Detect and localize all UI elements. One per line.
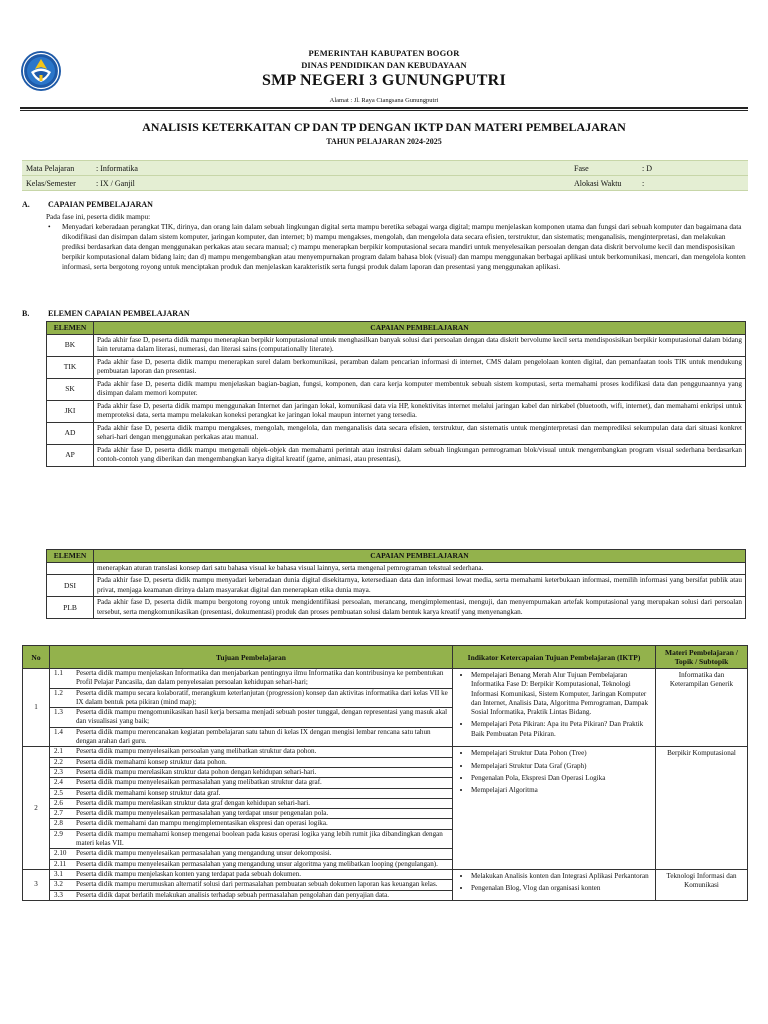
section-a-bullet (46, 222, 746, 272)
tp-item-number: 2.10 (54, 849, 67, 858)
cp-header: CAPAIAN PEMBELAJARAN (94, 550, 746, 563)
elemen-row (47, 597, 746, 619)
tp-item-number: 3.3 (54, 890, 63, 899)
mapel-label: Mata Pelajaran (22, 161, 92, 176)
fase-label: Fase (570, 161, 638, 176)
tp-item-number: 3.1 (54, 869, 63, 878)
tp-item-text: Peserta didik mampu menjelaskan konten yang terdapat pada sebuah dokumen. (76, 869, 301, 878)
elemen-cp-text: Pada akhir fase D, peserta didik mampu menerapkan berpikir komputasional untuk menghasilkan banyak solusi dari persoalan dengan data diskrit bervolume kecil serta mendisposisikan berpikir komputasional dalam bidang lain terutama dalam literasi, numerasi, dan literasi sains (computationally literate). (94, 334, 746, 356)
elemen-table-body (47, 334, 746, 466)
iktp-cell (453, 747, 656, 870)
mapel-value: : Informatika (92, 161, 570, 176)
document-subtitle: TAHUN PELAJARAN 2024-2025 (326, 137, 442, 146)
elemen-code (47, 562, 94, 575)
elemen-cp-text: Pada akhir fase D, peserta didik mampu menggunakan Internet dan jaringan lokal, komunikasi data via HP, konektivitas internet melalui jaringan kabel dan nirkabel (bluetooth, wifi, internet), dan memahami enkripsi untuk memproteksi data, serta mampu melakukan koneksi perangkat ke jaringan lokal maupun internet yang tersedia. (94, 400, 746, 422)
header-divider-thin (20, 110, 748, 111)
tp-item-text: Peserta didik memahami konsep struktur data pohon. (76, 757, 227, 766)
elemen-row (47, 422, 746, 444)
elemen-cp-text: Pada akhir fase D, peserta didik mampu menerapkan surel dalam berkomunikasi, peramban dalam pencarian informasi di internet, CMS dalam pengelolaan konten digital, dan pemanfaatan tools TIK untuk mendukung pembuatan laporan dan presentasi. (94, 356, 746, 378)
materi-cell: Teknologi Informasi dan Komunikasi (656, 869, 748, 900)
tp-item (50, 708, 452, 728)
elemen-cp-text: Pada akhir fase D, peserta didik mampu bergotong royong untuk mengidentifikasi persoalan, merancang, mengimplementasi, menguji, dan menyempurnakan artefak komputasional yang merupakan solusi dari persoalan tersebut, serta mengkomunikasikan (presentasi, dokumentasi) produk dan proses pembuatan solusi dalam bentuk karya kreatif yang menyenangkan. (94, 597, 746, 619)
section-a-title: CAPAIAN PEMBELAJARAN (48, 200, 153, 209)
government-name: PEMERINTAH KABUPATEN BOGOR (308, 48, 460, 58)
tp-item (50, 830, 452, 850)
elemen-table-continued-body (47, 562, 746, 619)
section-b-title: ELEMEN CAPAIAN PEMBELAJARAN (48, 309, 190, 318)
tp-item (50, 870, 452, 880)
elemen-code: DSI (47, 575, 94, 597)
bullet-icon: • (48, 222, 51, 231)
tp-item (50, 880, 452, 890)
elemen-row (47, 334, 746, 356)
tp-item (50, 789, 452, 799)
iktp-list (453, 669, 655, 744)
waktu-value: : (638, 176, 748, 191)
iktp-item: • Pengenalan Blog, Vlog dan organisasi konten (471, 884, 651, 893)
elemen-cp-text: Pada akhir fase D, peserta didik mampu menyadari keberadaan dunia digital disekitarnya, ketersediaan data dan informasi lewat media, serta memahami keterbukaan informasi, memilih informasi yang bersifat publik atau privat, menjaga keamanan dirinya dalam masyarakat digital dan menerapkan etika dunia maya. (94, 575, 746, 597)
tp-item (50, 768, 452, 778)
tp-group-row (23, 669, 748, 747)
iktp-item: • Mempelajari Peta Pikiran: Apa itu Peta Pikiran? Dan Praktik Baik Pembuatan Peta Pikiran. (471, 720, 651, 739)
tp-item-text: Peserta didik memahami konsep struktur data graf. (76, 788, 221, 797)
tp-item-text: Peserta didik mampu merelasikan struktur data pohon dengan kehidupan sehari-hari. (76, 767, 317, 776)
iktp-item: • Mempelajari Struktur Data Graf (Graph) (471, 762, 651, 771)
tp-table-body (23, 669, 748, 901)
tp-item-text: Peserta didik mampu merencanakan kegiatan pembelajaran satu tahun di kelas IX dengan mengisi lembar rencana satu tahun dengan arahan dari guru. (76, 727, 431, 746)
tp-item-number: 1.1 (54, 669, 63, 677)
elemen-table (46, 321, 746, 467)
elemen-code: JKI (47, 400, 94, 422)
tp-item (50, 860, 452, 869)
tp-item (50, 669, 452, 689)
kelas-label: Kelas/Semester (22, 176, 92, 191)
iktp-header: Indikator Ketercapaian Tujuan Pembelajaran (IKTP) (453, 646, 656, 669)
elemen-header: ELEMEN (47, 550, 94, 563)
tp-item (50, 819, 452, 829)
tp-item-text: Peserta didik mampu menjelaskan Informatika dan menjabarkan pentingnya ilmu Informatika dan kontribusinya ke pembentukan Profil Pelajar Pancasila, dan dalam penyelesaian persoalan kehidupan sehari-hari; (76, 669, 444, 687)
tp-item-number: 2.3 (54, 767, 63, 776)
tp-group-row (23, 869, 748, 900)
school-name: SMP NEGERI 3 GUNUNGPUTRI (261, 72, 507, 89)
tp-item-number: 2.8 (54, 819, 63, 828)
tp-items-cell (50, 669, 453, 747)
tp-item (50, 799, 452, 809)
iktp-cell (453, 669, 656, 747)
iktp-list (453, 870, 655, 899)
elemen-row (47, 378, 746, 400)
tp-item-number: 1.4 (54, 727, 63, 736)
group-number: 2 (23, 747, 50, 870)
iktp-item: • Mempelajari Struktur Data Pohon (Tree) (471, 749, 651, 758)
iktp-item: • Mempelajari Algoritma (471, 786, 651, 795)
elemen-row (47, 562, 746, 575)
tp-item-number: 3.2 (54, 880, 63, 889)
waktu-label: Alokasi Waktu (570, 176, 638, 191)
tp-item-text: Peserta didik mampu menyelesaikan permasalahan yang mengandung unsur dekomposisi. (76, 849, 332, 858)
elemen-cp-text: Pada akhir fase D, peserta didik mampu mengakses, mengolah, mengelola, dan menganalisis data secara efisien, terstruktur, dan sistematis untuk menginterpretasi dan memprediksi sekumpulan data dari situasi konkret sehari-hari dengan menggunakan perkakas atau manual. (94, 422, 746, 444)
tp-item (50, 689, 452, 709)
elemen-cp-text: menerapkan aturan translasi konsep dari satu bahasa visual ke bahasa visual lainnya, serta mengenal pemrograman tekstual sederhana. (94, 562, 746, 575)
tp-item-text: Peserta didik mampu secara kolaboratif, merangkum keterlanjutan (progression) konsep dan aktivitas informatika dari kelas VII ke IX dalam bentuk peta pikiran (mind map); (76, 688, 448, 706)
tp-items-cell (50, 869, 453, 900)
department-name: DINAS PENDIDIKAN DAN KEBUDAYAAN (301, 60, 467, 70)
tp-item-text: Peserta didik memahami dan mampu mengimplementasikan ekspresi dan operasi logika. (76, 819, 328, 828)
no-header: No (23, 646, 50, 669)
elemen-code: TIK (47, 356, 94, 378)
section-b-heading (22, 309, 190, 318)
tp-item (50, 849, 452, 859)
tp-item-number: 1.2 (54, 688, 63, 697)
tp-item-number: 2.9 (54, 829, 63, 838)
tp-item (50, 758, 452, 768)
tp-header: Tujuan Pembelajaran (50, 646, 453, 669)
tp-item-text: Peserta didik mampu merumuskan alternatif solusi dari permasalahan pembuatan sebuah dokumen laporan kas keuangan kelas. (76, 880, 438, 889)
tp-item-text: Peserta didik mampu mengomunikasikan hasil kerja bersama menjadi sebuah poster tunggal, dengan representasi yang masuk akal dan visualisasi yang baik; (76, 708, 448, 726)
iktp-item: • Pengenalan Pola, Ekspresi Dan Operasi Logika (471, 774, 651, 783)
elemen-code: AD (47, 422, 94, 444)
info-table (22, 160, 748, 191)
elemen-code: BK (47, 334, 94, 356)
materi-cell: Informatika dan Keterampilan Generik (656, 669, 748, 747)
section-a-heading (22, 200, 153, 209)
elemen-cp-text: Pada akhir fase D, peserta didik mampu menjelaskan bagian-bagian, fungsi, komponen, dan cara kerja komputer membentuk sebuah sistem komputasi, serta memahami proses kodifikasi data dan penggunaannya yang disimpan dalam memori komputer. (94, 378, 746, 400)
tp-item-text: Peserta didik mampu memahami konsep mengenai boolean pada kasus operasi logika yang lebih rumit jika dibandingkan dengan materi kelas VII. (76, 829, 443, 848)
tp-item (50, 728, 452, 747)
tp-item-number: 2.6 (54, 798, 63, 807)
fase-value: : D (638, 161, 748, 176)
tp-item (50, 747, 452, 757)
tp-item-number: 2.4 (54, 778, 63, 787)
tp-item-text: Peserta didik mampu menyelesaikan permasalahan yang terdapat unsur pengenalan pola. (76, 809, 329, 818)
kelas-value: : IX / Ganjil (92, 176, 570, 191)
elemen-row (47, 575, 746, 597)
tp-item-number: 1.3 (54, 708, 63, 717)
tp-item-text: Peserta didik mampu merelasikan struktur data graf dengan kehidupan sehari-hari. (76, 798, 311, 807)
elemen-row (47, 444, 746, 466)
tp-items-cell (50, 747, 453, 870)
tp-item-text: Peserta didik mampu menyelesaikan persoalan yang melibatkan struktur data pohon. (76, 747, 317, 756)
materi-header: Materi Pembelajaran / Topik / Subtopik (656, 646, 748, 669)
tp-item (50, 778, 452, 788)
elemen-row (47, 400, 746, 422)
iktp-item: • Melakukan Analisis konten dan Integrasi Aplikasi Perkantoran (471, 872, 651, 881)
tp-item-number: 2.1 (54, 747, 63, 756)
elemen-cp-text: Pada akhir fase D, peserta didik mampu mengenali objek-objek dan memahami perintah atau instruksi dalam sebuah lingkungan pemrograman blok/visual untuk mengembangkan program visual sederhana berdasarkan contoh-contoh yang diberikan dan mengembangkan karya digital kreatif (game, animasi, atau presentasi), (94, 444, 746, 466)
tp-item-number: 2.2 (54, 757, 63, 766)
elemen-table-continued (46, 549, 746, 619)
tp-item-text: Peserta didik mampu menyelesaikan permasalahan yang mengandung unsur algoritma yang melibatkan looping (pengulangan). (76, 859, 438, 868)
section-b-label: B. (22, 309, 30, 318)
tp-item (50, 891, 452, 900)
group-number: 1 (23, 669, 50, 747)
group-number: 3 (23, 869, 50, 900)
tp-item (50, 809, 452, 819)
school-address: Alamat : Jl. Raya Ciangsana Gunungputri (329, 97, 439, 104)
elemen-code: PLB (47, 597, 94, 619)
tp-item-number: 2.5 (54, 788, 63, 797)
iktp-item: • Mempelajari Benang Merah Alur Tujuan Pembelajaran Informatika Fase D: Berpikir Komputasional, Teknologi Informasi Komunikasi, Sistem Komputer, Jaringan Komputer dan Internet, Analisis Data, Algoritma Pemrograman, Dampak Sosial Informatika, Praktik Lintas Bidang. (471, 671, 651, 717)
iktp-list (453, 747, 655, 800)
tp-item-text: Peserta didik mampu menyelesaikan permasalahan yang melibatkan struktur data graf. (76, 778, 322, 787)
iktp-cell (453, 869, 656, 900)
section-a-bullet-text: Menyadari keberadaan perangkat TIK, dirinya, dan orang lain dalam sebuah lingkungan digital serta mampu beretika sebagai warga digital; mampu menjelaskan komponen utama dan fungsi dari sebuah komputer dan bagaimana data dikodifikasi dan disimpan dalam sistem komputer, jaringan komputer, dan internet; b) mampu mengakses, mengolah, dan mengelola data secara efisien, terstruktur, dan sistematis; menganalisis, menginterpretasi, dan melakukan prediksi berdasarkan data dengan menggunakan perkakas atau secara manual; c) mampu menerapkan berpikir komputasional secara mandiri untuk menyelesaikan persoalan dengan data diskrit bervolume kecil dan mendisposisikan berpikir komputasional dalam bidang lain; dan d) mampu mengembangkan atau menyempurnakan program dalam bahasa blok (visual) dan mampu menggunakan berbagai aplikasi untuk berkomunikasi, mencari, dan mengelola konten informasi, serta bergotong royong untuk menciptakan produk dan menjelaskan karakteristik serta fungsi produk dalam laporan dan presentasi yang menggunakan aplikasi. (62, 222, 746, 271)
materi-cell: Berpikir Komputasional (656, 747, 748, 870)
tp-group-row (23, 747, 748, 870)
elemen-code: AP (47, 444, 94, 466)
elemen-header: ELEMEN (47, 322, 94, 335)
elemen-code: SK (47, 378, 94, 400)
tp-item-number: 2.11 (54, 859, 67, 868)
document-title: ANALISIS KETERKAITAN CP DAN TP DENGAN IKTP DAN MATERI PEMBELAJARAN (142, 120, 626, 134)
section-a-intro: Pada fase ini, peserta didik mampu: (46, 212, 151, 221)
cp-header: CAPAIAN PEMBELAJARAN (94, 322, 746, 335)
elemen-row (47, 356, 746, 378)
tujuan-pembelajaran-table (22, 645, 748, 901)
section-a-label: A. (22, 200, 30, 209)
tp-item-text: Peserta didik dapat berlatih melakukan analisis terhadap sebuah permasalahan pengolahan dan penyajian data. (76, 890, 389, 899)
header-divider-thick (20, 107, 748, 109)
tp-item-number: 2.7 (54, 809, 63, 818)
